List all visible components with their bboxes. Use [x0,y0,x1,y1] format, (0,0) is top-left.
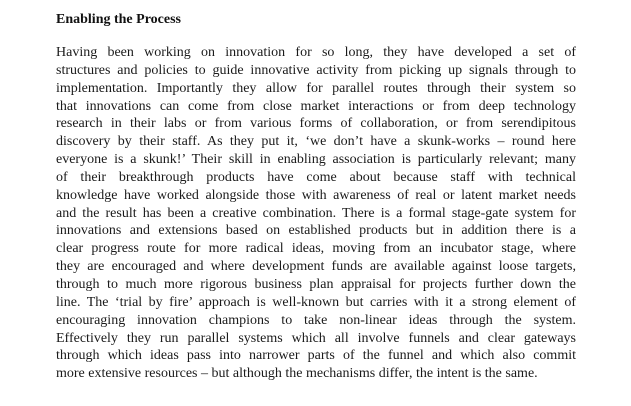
paragraph-line: Effectively they run parallel systems which all involve funnels and clear gateways [56,330,576,346]
section-heading: Enabling the Process [56,12,181,27]
paragraph-line: through to much more rigorous business plan appraisal for projects further down the [56,276,576,292]
paragraph-line: everyone is a skunk!’ Their skill in enabling association is particularly relevant; many [56,152,576,168]
paragraph-line: discovery by their staff. As they put it, ‘we don’t have a skunk-works – round here [56,134,576,150]
paragraph-line: line. The ‘trial by fire’ approach is well-known but carries with it a strong element of [56,294,576,310]
paragraph-line: and the result has been a creative combination. There is a formal stage-gate system for [56,205,576,221]
paragraph-line: implementation. Importantly they allow for parallel routes through their system so [56,80,576,96]
paragraph-line: knowledge have worked alongside those with awareness of real or latent market needs [56,187,576,203]
paragraph-line: structures and policies to guide innovative activity from picking up signals through to [56,62,576,78]
paragraph-line: Having been working on innovation for so long, they have developed a set of [56,45,576,60]
paragraph-line: encouraging innovation champions to take non-linear ideas through the system. [56,312,576,328]
paragraph-line: that innovations can come from close market interactions or from deep technology [56,98,576,114]
paragraph-line: research in their labs or from various forms of collaboration, or from serendipitous [56,116,576,132]
paragraph-line: of their breakthrough products have come about because staff with technical [56,169,576,185]
paragraph-line: more extensive resources – but although the mechanisms differ, the intent is the same. [56,366,538,382]
paragraph-line: they are encouraged and where development funds are available against loose targets, [56,259,576,275]
paragraph-line: innovations and extensions based on established products but in addition there is a [56,223,576,239]
body-paragraph [56,44,576,383]
paragraph-line: clear progress route for more radical ideas, moving from an incubator stage, where [56,241,576,257]
paragraph-line: through which ideas pass into narrower parts of the funnel and which also commit [56,348,576,364]
